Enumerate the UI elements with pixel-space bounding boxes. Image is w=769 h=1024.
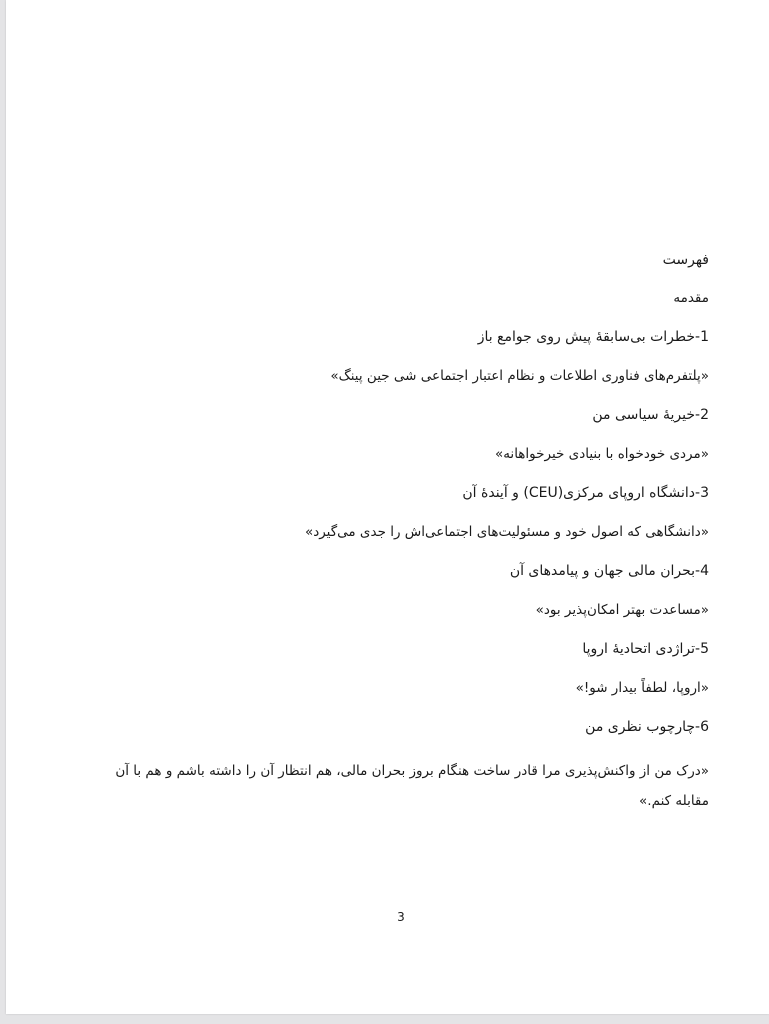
toc-entry-chapter-2-subtitle: «مردی خودخواه با بنیادی خیرخواهانه» bbox=[494, 446, 709, 462]
table-of-contents bbox=[6, 0, 769, 1014]
toc-entry-chapter-1: 1-خطرات بی‌سابقهٔ پیش روی جوامع باز bbox=[477, 329, 709, 345]
toc-entry-chapter-5: 5-تراژدی اتحادیهٔ اروپا bbox=[582, 641, 709, 657]
toc-title: فهرست bbox=[662, 252, 709, 268]
document-page bbox=[6, 0, 769, 1014]
toc-entry-chapter-6: 6-چارچوب نظری من bbox=[585, 719, 709, 735]
toc-entry-chapter-3: 3-دانشگاه اروپای مرکزی(CEU) و آیندهٔ آن bbox=[462, 485, 709, 501]
toc-entry-chapter-6-subtitle: «درک من از واکنش‌پذیری مرا قادر ساخت هنگام بروز بحران مالی، هم انتظار آن را داشته باشم و هم با آن مقابله کنم.» bbox=[115, 763, 709, 809]
toc-entry-chapter-4: 4-بحران مالی جهان و پیامدهای آن bbox=[509, 563, 709, 579]
toc-entry-chapter-1-subtitle: «پلتفرم‌های فناوری اطلاعات و نظام اعتبار اجتماعی شی جین پینگ» bbox=[330, 368, 709, 384]
toc-entry-chapter-4-subtitle: «مساعدت بهتر امکان‌پذیر بود» bbox=[535, 602, 709, 618]
page-number: 3 bbox=[397, 910, 405, 924]
toc-entry-chapter-5-subtitle: «اروپا، لطفاً بیدار شو!» bbox=[575, 680, 709, 696]
toc-entry-chapter-3-subtitle: «دانشگاهی که اصول خود و مسئولیت‌های اجتماعی‌اش را جدی می‌گیرد» bbox=[304, 524, 709, 540]
toc-entry-chapter-2: 2-خیریهٔ سیاسی من bbox=[592, 407, 709, 423]
toc-entry-introduction: مقدمه bbox=[673, 290, 709, 306]
